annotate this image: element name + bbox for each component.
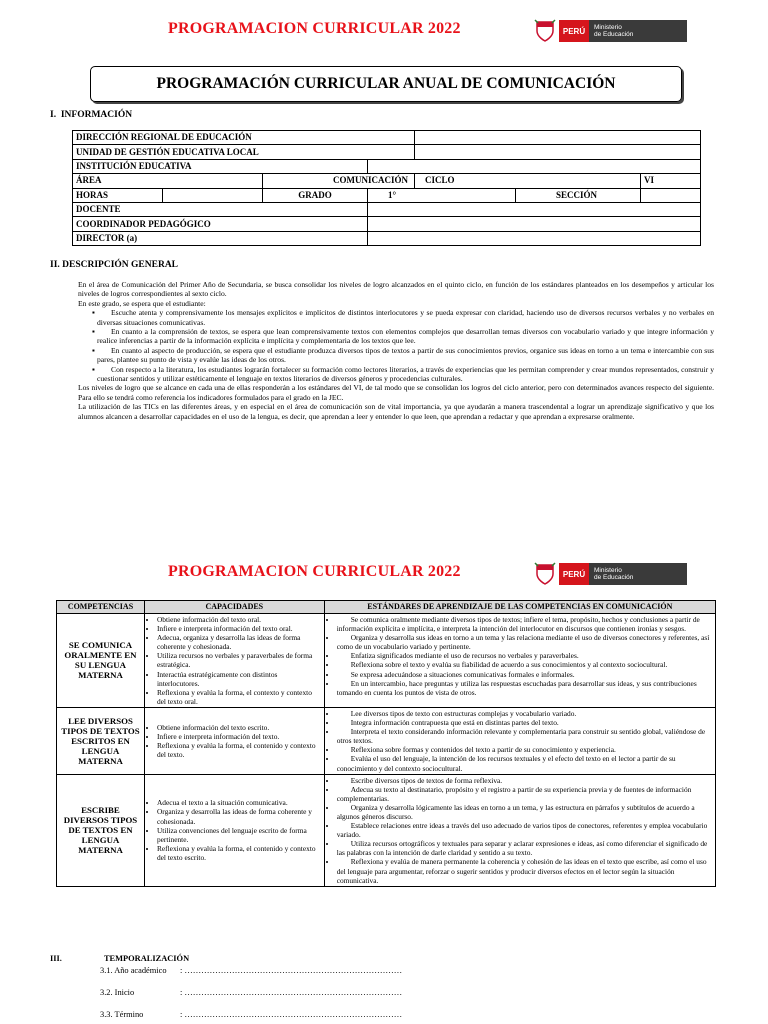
list-item: • Se expresa adecuándose a situaciones comunicativas formales e informales. (337, 670, 713, 679)
logo-peru: PERÚ (559, 563, 589, 585)
info-label-seccion: SECCIÓN (516, 188, 641, 202)
capacidades-cell (144, 707, 324, 774)
info-value-coordinador[interactable] (368, 217, 701, 231)
info-value-director[interactable] (368, 231, 701, 245)
list-item: • Utiliza recursos no verbales y paraverbales de forma estratégica. (157, 651, 322, 669)
col-header-capacidades: CAPACIDADES (144, 601, 324, 614)
list-item: • Se comunica oralmente mediante diversos tipos de textos; infiere el tema, propósito, hechos y conclusiones a partir de información explícita e implícita, e interpreta la intención del interlocutor en discursos que contienen ironías y sesgos. (337, 615, 713, 633)
competencia-name: SE COMUNICA ORALMENTE EN SU LENGUA MATERNA (57, 614, 145, 708)
list-item: • Integra información contrapuesta que está en distintas partes del texto. (337, 718, 713, 727)
temporal-value[interactable]: : …………………………………………………………………… (180, 988, 403, 997)
info-label-dre: DIRECCIÓN REGIONAL DE EDUCACIÓN (73, 131, 415, 145)
info-value-dre[interactable] (415, 131, 701, 145)
info-label-ie: INSTITUCIÓN EDUCATIVA (73, 159, 368, 173)
list-item: • Lee diversos tipos de texto con estructuras complejas y vocabulario variado. (337, 709, 713, 718)
info-label-coordinador: COORDINADOR PEDAGÓGICO (73, 217, 368, 231)
desc-intro: En el área de Comunicación del Primer Año de Secundaria, se busca consolidar los niveles de logro alcanzados en el quinto ciclo, en función de los estándares planteados en los desempeños y articular los niveles de logros correspondientes al sexto ciclo. (78, 280, 714, 299)
info-label-grado: GRADO (263, 188, 368, 202)
list-item: • Adecua el texto a la situación comunicativa. (157, 798, 322, 807)
list-item: • Utiliza recursos ortográficos y textuales para separar y aclarar expresiones e ideas, así como diferenciar el significado de las palabras con la intención de darle claridad y sentido a su texto. (337, 839, 713, 857)
list-item: • Reflexiona sobre el texto y evalúa su fiabilidad de acuerdo a sus conocimientos y al contexto sociocultural. (337, 660, 713, 669)
list-item: • Organiza y desarrolla las ideas de forma coherente y cohesionada. (157, 807, 322, 825)
col-header-competencias: COMPETENCIAS (57, 601, 145, 614)
info-value-grado: 1° (368, 188, 516, 202)
list-item: • Obtiene información del texto escrito. (157, 723, 322, 732)
competencia-name: ESCRIBE DIVERSOS TIPOS DE TEXTOS EN LENGUA MATERNA (57, 774, 145, 886)
temporal-row: 3.1. Año académico : …………………………………………………………………… (100, 966, 403, 975)
list-item: • Organiza y desarrolla sus ideas en torno a un tema y las relaciona mediante el uso de diversos conectores y referentes, así como de un vocabulario variado y pertinente. (337, 633, 713, 651)
header-title: PROGRAMACION CURRICULAR 2022 (168, 20, 461, 37)
list-item: • Escribe diversos tipos de textos de forma reflexiva. (337, 776, 713, 785)
list-item: • Interpreta el texto considerando información relevante y complementaria para construir su sentido global, valiéndose de otros textos. (337, 727, 713, 745)
list-item: • Organiza y desarrolla lógicamente las ideas en torno a un tema, y las estructura en párrafos y subtítulos de acuerdo a algunos géneros discurso. (337, 803, 713, 821)
logo-peru: PERÚ (559, 20, 589, 42)
desc-bullet: ▪ En cuanto al aspecto de producción, se espera que el estudiante produzca diversos tipos de textos a partir de sus conocimientos previos, organice sus ideas en torno a un tema e intercambie con sus pares, plantee su punto de vista y evalúe las ideas de los otros. (78, 346, 714, 365)
info-value-area: COMUNICACIÓN (263, 174, 415, 188)
info-value-ugel[interactable] (415, 145, 701, 159)
info-label-horas: HORAS (73, 188, 163, 202)
desc-para3: La utilización de las TICs en las diferentes áreas, y en especial en el área de comunicación son de vital importancia, ya que ayudarán a manera trascendental a lograr un aprendizaje significativo y que los alumnos alcancen a desarrollar capacidades en el uso de la lengua, es decir, que aprendan a leer y entender lo que leen, que aprendan a redactar y que aprendan a expresarse oralmente. (78, 402, 714, 421)
info-label-area: ÁREA (73, 174, 263, 188)
desc-bullet: ▪ Con respecto a la literatura, los estudiantes lograrán fortalecer su formación como lectores literarios, a través de experiencias que les permitan comprender y crear mundos representados, construir y cuestionar sentidos y utilizar estéticamente el lenguaje en textos literarios de diversos géneros y procedencias culturales. (78, 365, 714, 384)
logo-ministerio: Ministerio de Educación (589, 563, 687, 585)
list-item: • En un intercambio, hace preguntas y utiliza las respuestas escuchadas para desarrollar sus ideas, y sus contribuciones tomando en cuenta los puntos de vista de otros. (337, 679, 713, 697)
desc-intro2: En este grado, se espera que el estudiante: (78, 298, 206, 308)
desc-bullet: ▪ En cuanto a la comprensión de textos, se espera que lean comprensivamente textos con elementos complejos que desarrollan temas diversos con vocabulario variado y que integre información y realice inferencias a partir de la información explícita e implícita y complementaria de los textos que lee. (78, 327, 714, 346)
section2-heading: II. DESCRIPCIÓN GENERAL (50, 260, 179, 270)
temporal-value[interactable]: : …………………………………………………………………… (180, 966, 403, 975)
info-value-ciclo: VI (641, 174, 701, 188)
temporal-value[interactable]: : …………………………………………………………………… (180, 1010, 403, 1019)
peru-shield-icon (534, 562, 556, 586)
info-value-ie[interactable] (368, 159, 701, 173)
list-item: • Infiere e interpreta información del texto oral. (157, 624, 322, 633)
info-label-docente: DOCENTE (73, 202, 368, 216)
info-value-seccion[interactable] (641, 188, 701, 202)
general-description (78, 280, 714, 421)
minedu-logo (534, 561, 687, 587)
temporal-row: 3.2. Inicio : …………………………………………………………………… (100, 988, 403, 997)
minedu-logo (534, 18, 687, 44)
info-value-horas[interactable] (163, 188, 263, 202)
main-title: PROGRAMACIÓN CURRICULAR ANUAL DE COMUNICACIÓN (90, 66, 682, 102)
list-item: • Infiere e interpreta información del texto. (157, 732, 322, 741)
temporal-row: 3.3. Término : …………………………………………………………………… (100, 1010, 403, 1019)
list-item: • Interactúa estratégicamente con distintos interlocutores. (157, 670, 322, 688)
list-item: • Reflexiona y evalúa la forma, el contenido y contexto del texto. (157, 741, 322, 759)
estandares-cell (324, 614, 715, 708)
info-label-director: DIRECTOR (a) (73, 231, 368, 245)
competencia-name: LEE DIVERSOS TIPOS DE TEXTOS ESCRITOS EN LENGUA MATERNA (57, 707, 145, 774)
col-header-estandares: ESTÁNDARES DE APRENDIZAJE DE LAS COMPETENCIAS EN COMUNICACIÓN (324, 601, 715, 614)
capacidades-cell (144, 614, 324, 708)
list-item: • Reflexiona y evalúa la forma, el contexto y contexto del texto oral. (157, 688, 322, 706)
section3-heading: III. TEMPORALIZACIÓN (50, 954, 190, 963)
table-row (57, 707, 716, 774)
list-item: • Adecua su texto al destinatario, propósito y el registro a partir de su experiencia previa y de fuentes de información complementarias. (337, 785, 713, 803)
list-item: • Establece relaciones entre ideas a través del uso adecuado de varios tipos de conectores, referentes y emplea vocabulario variado. (337, 821, 713, 839)
list-item: • Reflexiona y evalúa de manera permanente la coherencia y cohesión de las ideas en el texto que escribe, así como el uso del lenguaje para argumentar, reforzar o sugerir sentidos y producir diversos efectos en el lector según la situación comunicativa. (337, 857, 713, 884)
section1-heading: I. INFORMACIÓN (50, 110, 133, 120)
competencias-table (56, 600, 716, 887)
info-table (72, 130, 701, 246)
list-item: • Enfatiza significados mediante el uso de recursos no verbales y paraverbales. (337, 651, 713, 660)
list-item: • Evalúa el uso del lenguaje, la intención de los recursos textuales y el efecto del texto en el lector a partir de su conocimiento y del contexto sociocultural. (337, 754, 713, 772)
list-item: • Reflexiona y evalúa la forma, el contenido y contexto del texto escrito. (157, 844, 322, 862)
info-value-docente[interactable] (368, 202, 701, 216)
list-item: • Utiliza convenciones del lenguaje escrito de forma pertinente. (157, 826, 322, 844)
estandares-cell (324, 774, 715, 886)
info-label-ugel: UNIDAD DE GESTIÓN EDUCATIVA LOCAL (73, 145, 415, 159)
table-row (57, 614, 716, 708)
list-item: • Adecua, organiza y desarrolla las ideas de forma coherente y cohesionada. (157, 633, 322, 651)
desc-bullet: ▪ Escuche atenta y comprensivamente los mensajes explícitos e implícitos de distintos interlocutores y se pueda expresar con claridad, haciendo uso de diversos recursos verbales y no verbales en diversas situaciones comunicativas. (78, 308, 714, 327)
header-title: PROGRAMACION CURRICULAR 2022 (168, 563, 461, 580)
peru-shield-icon (534, 19, 556, 43)
estandares-cell (324, 707, 715, 774)
desc-para2: Los niveles de logro que se alcance en cada una de ellas responderán a los estándares del VI, de tal modo que se consolidan los logros del ciclo anterior, pero con determinados avances respecto del siguiente. Para ello se tendrá como referencia los indicadores formulados para el grado en la JEC. (78, 383, 714, 402)
table-row (57, 774, 716, 886)
capacidades-cell (144, 774, 324, 886)
info-label-ciclo: CICLO (415, 174, 641, 188)
list-item: • Reflexiona sobre formas y contenidos del texto a partir de su conocimiento y experiencia. (337, 745, 713, 754)
logo-ministerio: Ministerio de Educación (589, 20, 687, 42)
list-item: • Obtiene información del texto oral. (157, 615, 322, 624)
